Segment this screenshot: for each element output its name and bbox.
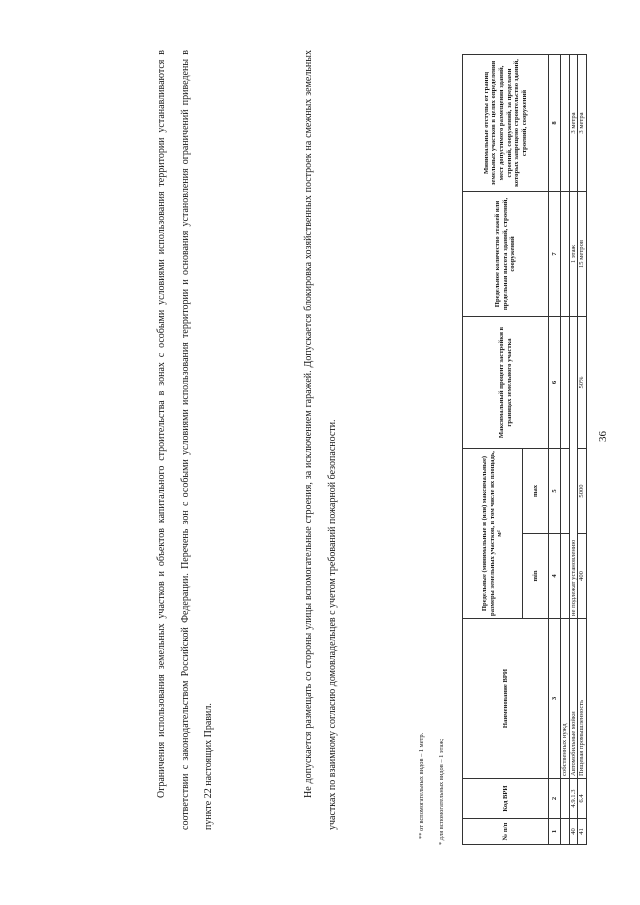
footnote: * для вспомогательных видов – 1 этаж; xyxy=(438,738,445,845)
cell-num xyxy=(561,819,570,845)
cell-coverage: 50% xyxy=(578,317,587,449)
cell-not-established: не подлежат установлению xyxy=(569,317,578,619)
header-floors: Предельное количество этажей или предельная высота зданий, строений, сооружений xyxy=(463,192,549,317)
header-name: Наименование ВРИ xyxy=(463,619,549,779)
column-number: 3 xyxy=(549,619,561,779)
paragraph-text: Не допускается размещать со стороны улицы вспомогательные строения, за исключением гаражей. Допускается блокировка хозяйственных построек на смежных земельных участках по взаимному согласию домовладельцев с учетом требований пожарной безопасности. xyxy=(303,50,338,830)
table-row xyxy=(561,55,570,845)
header-size-group: Предельные (минимальные и (или) максимальные) размеры земельных участков, в том числе их площадь, м² xyxy=(463,449,523,619)
header-setback: Минимальные отступы от границ земельных участков в целях определения мест допустимого размещения зданий, строений, сооружений, за пределами которых запрещено строительство зданий, строений, сооружений xyxy=(463,55,549,192)
table-row xyxy=(578,55,587,845)
cell-min: 400 xyxy=(578,534,587,619)
header-min: min xyxy=(523,534,549,619)
cell-num: 41 xyxy=(578,819,587,845)
cell-code: 4.9.1.3 xyxy=(569,779,578,819)
paragraph-restrictions xyxy=(150,50,221,830)
header-max: max xyxy=(523,449,549,534)
column-number: 4 xyxy=(549,534,561,619)
cell-code: 6.4 xyxy=(578,779,587,819)
cell-floors: 15 метров xyxy=(578,192,587,317)
column-numbers-row xyxy=(549,55,561,845)
column-number: 7 xyxy=(549,192,561,317)
header-num: № п/п xyxy=(463,819,549,845)
header-code: Код ВРИ xyxy=(463,779,549,819)
cell-max xyxy=(561,449,570,534)
cell-name: Автомобильные мойки xyxy=(569,619,578,779)
cell-code xyxy=(561,779,570,819)
page-number: 36 xyxy=(597,431,609,442)
column-number: 5 xyxy=(549,449,561,534)
cell-floors xyxy=(561,192,570,317)
footnote: ** от вспомогательных видов – 1 метр. xyxy=(418,732,425,839)
paragraph-outbuildings xyxy=(297,50,344,830)
cell-setback xyxy=(561,55,570,192)
cell-name: собственных нужд xyxy=(561,619,570,779)
header-coverage: Максимальный процент застройки в границах земельного участка xyxy=(463,317,549,449)
column-number: 2 xyxy=(549,779,561,819)
table-row xyxy=(569,55,578,845)
cell-min xyxy=(561,534,570,619)
cell-name: Пищевая промышленность xyxy=(578,619,587,779)
cell-max: 5000 xyxy=(578,449,587,534)
paragraph-text: Ограничения использования земельных участков и объектов капитального строительства в зонах с особыми условиями использования территории устанавливаются в соответствии с законодательством Российской Федерации. Перечень зон с особыми условиями использования территории и основания установления ограничений приведены в пункте 22 настоящих Правил. xyxy=(156,50,214,830)
cell-floors: 1 этаж xyxy=(569,192,578,317)
cell-setback: 3 метра xyxy=(578,55,587,192)
cell-num: 40 xyxy=(569,819,578,845)
column-number: 8 xyxy=(549,55,561,192)
column-number: 6 xyxy=(549,317,561,449)
column-number: 1 xyxy=(549,819,561,845)
cell-coverage xyxy=(561,317,570,449)
cell-setback: 3 метра xyxy=(569,55,578,192)
land-use-parameters-table xyxy=(462,54,587,845)
